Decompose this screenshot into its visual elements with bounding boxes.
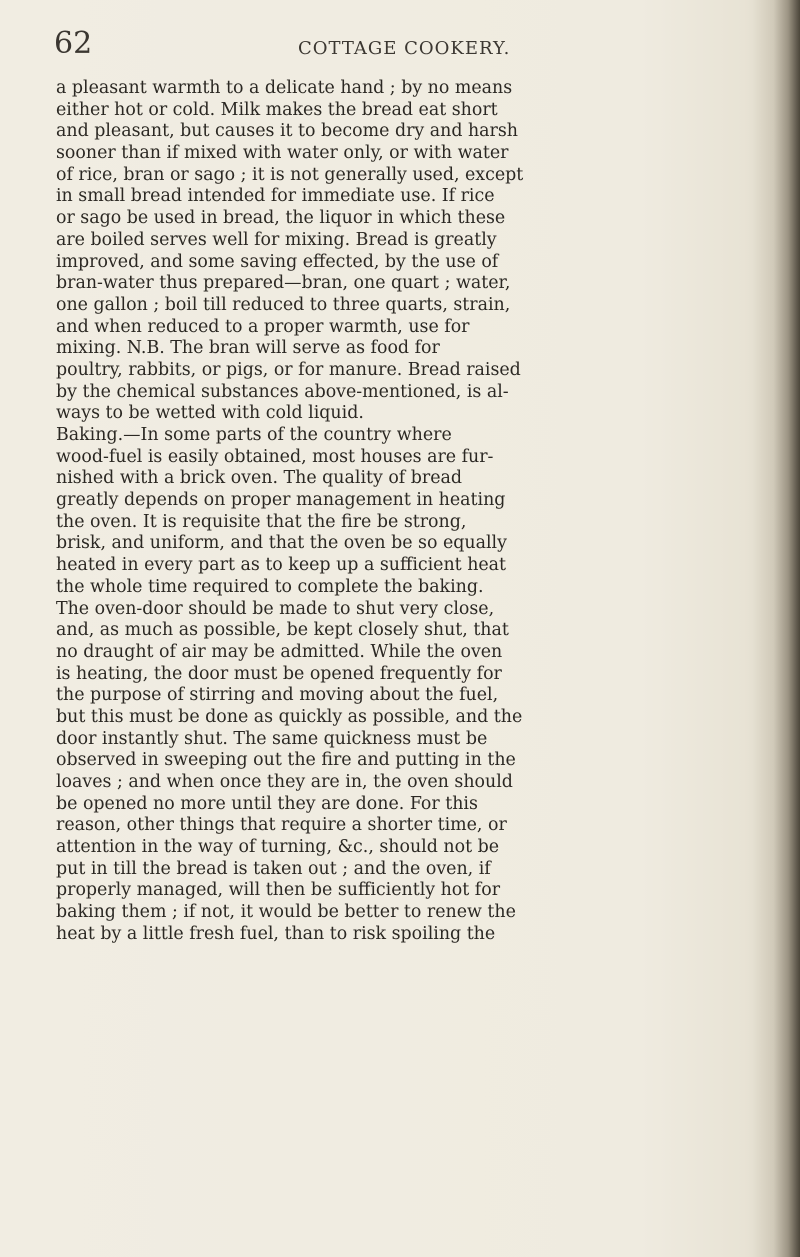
- text-line: poultry, rabbits, or pigs, or for manure. Bread raised: [56, 359, 521, 380]
- text-line: one gallon ; boil till reduced to three quarts, strain,: [56, 294, 511, 315]
- text-line: the whole time required to complete the baking.: [56, 576, 484, 597]
- page-header: [54, 26, 754, 66]
- text-line: no draught of air may be admitted. While the oven: [56, 641, 503, 662]
- text-line: and pleasant, but causes it to become dry and harsh: [56, 121, 518, 142]
- text-line: and, as much as possible, be kept closely shut, that: [56, 620, 509, 641]
- text-line: ways to be wetted with cold liquid.: [56, 403, 364, 424]
- text-line: door instantly shut. The same quickness must be: [56, 728, 488, 749]
- text-line: sooner than if mixed with water only, or with water: [56, 143, 509, 164]
- text-line: a pleasant warmth to a delicate hand ; by no means: [56, 78, 513, 98]
- text-line: the oven. It is requisite that the fire be strong,: [56, 511, 467, 532]
- text-line: in small bread intended for immediate use. If rice: [56, 186, 495, 207]
- text-line: be opened no more until they are done. For this: [56, 793, 478, 814]
- text-line: heat by a little fresh fuel, than to risk spoiling the: [56, 923, 496, 944]
- text-line: loaves ; and when once they are in, the oven should: [56, 772, 513, 792]
- text-line: heated in every part as to keep up a sufficient heat: [56, 555, 507, 576]
- text-line: greatly depends on proper management in heating: [56, 490, 506, 511]
- text-line: improved, and some saving effected, by the use of: [56, 251, 499, 272]
- text-line: wood-fuel is easily obtained, most houses are fur-: [56, 446, 494, 467]
- text-line: reason, other things that require a shorter time, or: [56, 815, 507, 836]
- text-line: either hot or cold. Milk makes the bread eat short: [56, 99, 498, 120]
- text-line: properly managed, will then be sufficiently hot for: [56, 880, 501, 901]
- text-line: by the chemical substances above-mentioned, is al-: [56, 381, 509, 402]
- text-line: The oven-door should be made to shut very close,: [56, 598, 495, 619]
- text-line: observed in sweeping out the fire and putting in the: [56, 750, 516, 771]
- running-head: COTTAGE COOKERY.: [298, 38, 511, 59]
- text-line: bran-water thus prepared—bran, one quart ; water,: [56, 273, 511, 294]
- text-line: is heating, the door must be opened frequently for: [56, 663, 502, 684]
- text-line: Baking.—In some parts of the country where: [56, 425, 452, 445]
- text-line: the purpose of stirring and moving about the fuel,: [56, 685, 499, 706]
- text-line: mixing. N.B. The bran will serve as food for: [56, 338, 440, 359]
- text-line: put in till the bread is taken out ; and the oven, if: [56, 858, 491, 879]
- text-line: or sago be used in bread, the liquor in which these: [56, 208, 506, 229]
- text-line: brisk, and uniform, and that the oven be so equally: [56, 533, 507, 554]
- text-line: but this must be done as quickly as possible, and the: [56, 706, 523, 727]
- text-line: of rice, bran or sago ; it is not generally used, except: [56, 164, 524, 185]
- text-line: attention in the way of turning, &c., should not be: [56, 837, 500, 858]
- page-number: 62: [54, 26, 93, 61]
- body-text: [56, 78, 756, 946]
- text-line: baking them ; if not, it would be better to renew the: [56, 902, 516, 923]
- page-edge-shadow: [752, 0, 800, 1257]
- text-line: and when reduced to a proper warmth, use for: [56, 316, 470, 337]
- text-line: are boiled serves well for mixing. Bread is greatly: [56, 229, 497, 250]
- text-line: nished with a brick oven. The quality of bread: [56, 468, 463, 489]
